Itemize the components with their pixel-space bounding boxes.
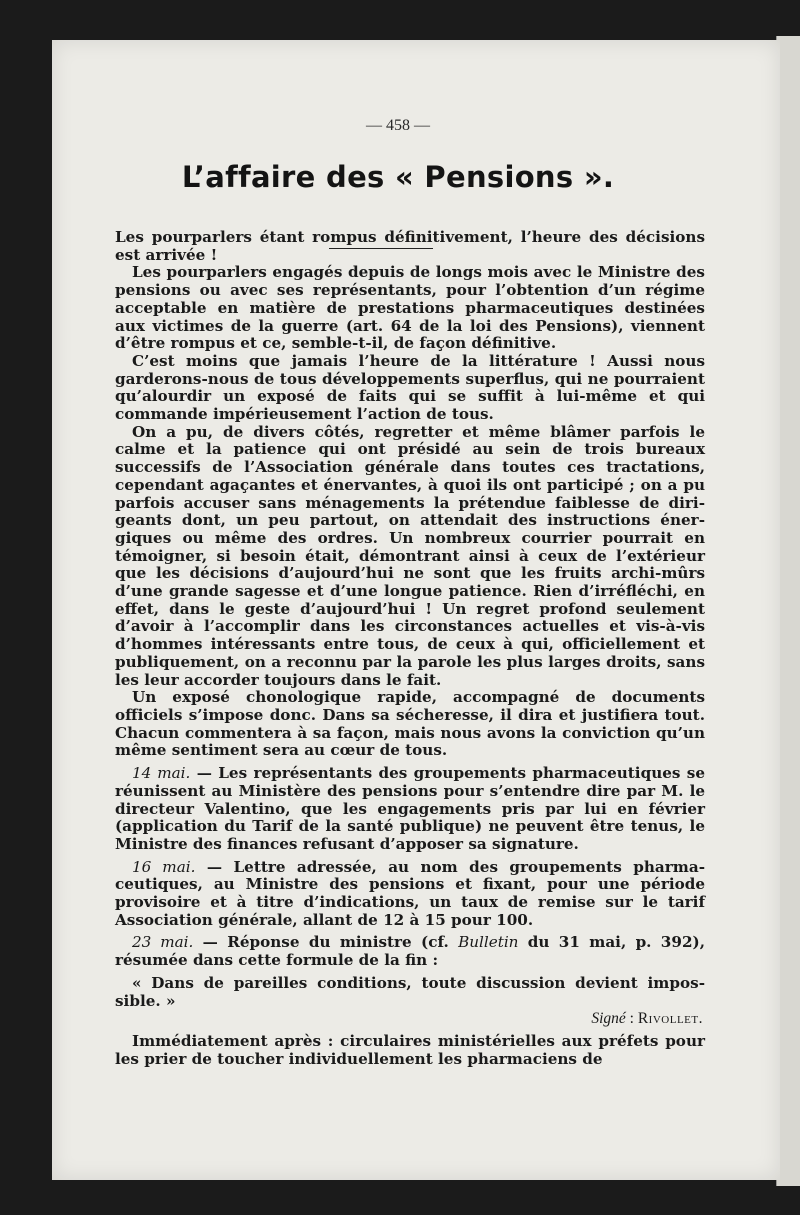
entry-date: 23 mai. [132,933,194,952]
page-number: — 458 — [366,117,430,134]
signature-name: Rivollet. [637,1010,703,1028]
bulletin-reference: Bulletin [458,933,519,952]
paragraph: On a pu, de divers côtés, regretter et même blâmer parfois le calme et la patience qui ont présidé au sein de trois bureaux successifs de l’Association générale dans toutes ces tractations, cependant agaçantes et énervantes, à quoi ils ont participé ; on a pu parfois accuser sans ménagements la prétendue faiblesse de dirigeants dont, un peu partout, on attendait des instructions énergiques ou même des ordres. Un nombreux courrier pourrait en témoigner, si besoin était, démontrant ainsi à ceux de l’extérieur que les décisions d’aujourd’hui ne sont que les fruits archi-mûrs d’une grande sagesse et d’une longue patience. Rien d’irréfléchi, en effet, dans le geste d’aujourd’hui ! Un regret profond seulement d’avoir à l’accomplir dans les circonstances actuelles et vis-à-vis d’hommes intéressants entre tous, de ceux à qui, officiellement et publiquement, on a reconnu par la parole les plus larges droits, sans les leur accorder toujours dans le fait. [115,422,705,689]
paragraph: Les pourparlers engagés depuis de longs mois avec le Ministre des pensions ou avec ses représentants, pour l’obtention d’un régime acceptable en matière de prestations pharmaceutiques destinées aux victimes de la guerre (art. 64 de la loi des Pensions), viennent d’être rompus et ce, semble-t-il, de façon définitive. [115,263,705,353]
signature-separator: : [625,1010,638,1028]
signature [115,1010,705,1028]
chronology-entry [115,859,705,930]
entry-text: — Lettre adressée, au nom des groupements pharmaceutiques, au Ministre des pensions et fixant, pour une période provisoire et à titre d’indications, un taux de remise sur le tarif Association générale, allant de 12 à 15 pour 100. [115,857,705,929]
entry-date: 14 mai. [132,764,191,783]
article-body [115,229,705,1068]
entry-date: 16 mai. [132,857,196,876]
entry-text: — Les représentants des groupements pharmaceutiques se réunissent au Ministère des pensions pour s’entendre dire par M. le directeur Valentino, que les engagements pris par lui en février (application du Tarif de la santé publique) ne peuvent être tenus, le Ministre des finances refusant d’apposer sa signature. [115,764,706,853]
closing-paragraph: Immédiatement après : circulaires ministérielles aux préfets pour les prier de toucher individuellement les pharmaciens de [115,1031,705,1068]
paragraph: Un exposé chonologique rapide, accompagné de documents officiels s’impose donc. Dans sa sécheresse, il dira et justifiera tout. Chacun commentera à sa façon, mais nous avons la conviction qu’un même sentiment sera au cœur de tous. [115,688,705,760]
entry-text: — Réponse du ministre (cf. [193,933,459,952]
paragraph: Les pourparlers étant rompus définitivement, l’heure des décisions est arrivée ! [115,228,705,264]
article-title: L’affaire des « Pensions ». [181,160,615,194]
signature-label: Signé [591,1010,626,1028]
quotation: « Dans de pareilles conditions, toute discussion devient impossible. » [115,973,705,1010]
paragraph: C’est moins que jamais l’heure de la littérature ! Aussi nous garderons-nous de tous développements superflus, qui ne pourraient qu’alourdir un exposé de faits qui se suffit à lui-même et qui commande impérieusement l’action de tous. [115,351,705,424]
chronology-entry [115,934,705,969]
entry-text: du 31 mai, p. 392), résumée dans cette formule de la fin : [115,933,705,970]
chronology-entry [115,765,705,854]
